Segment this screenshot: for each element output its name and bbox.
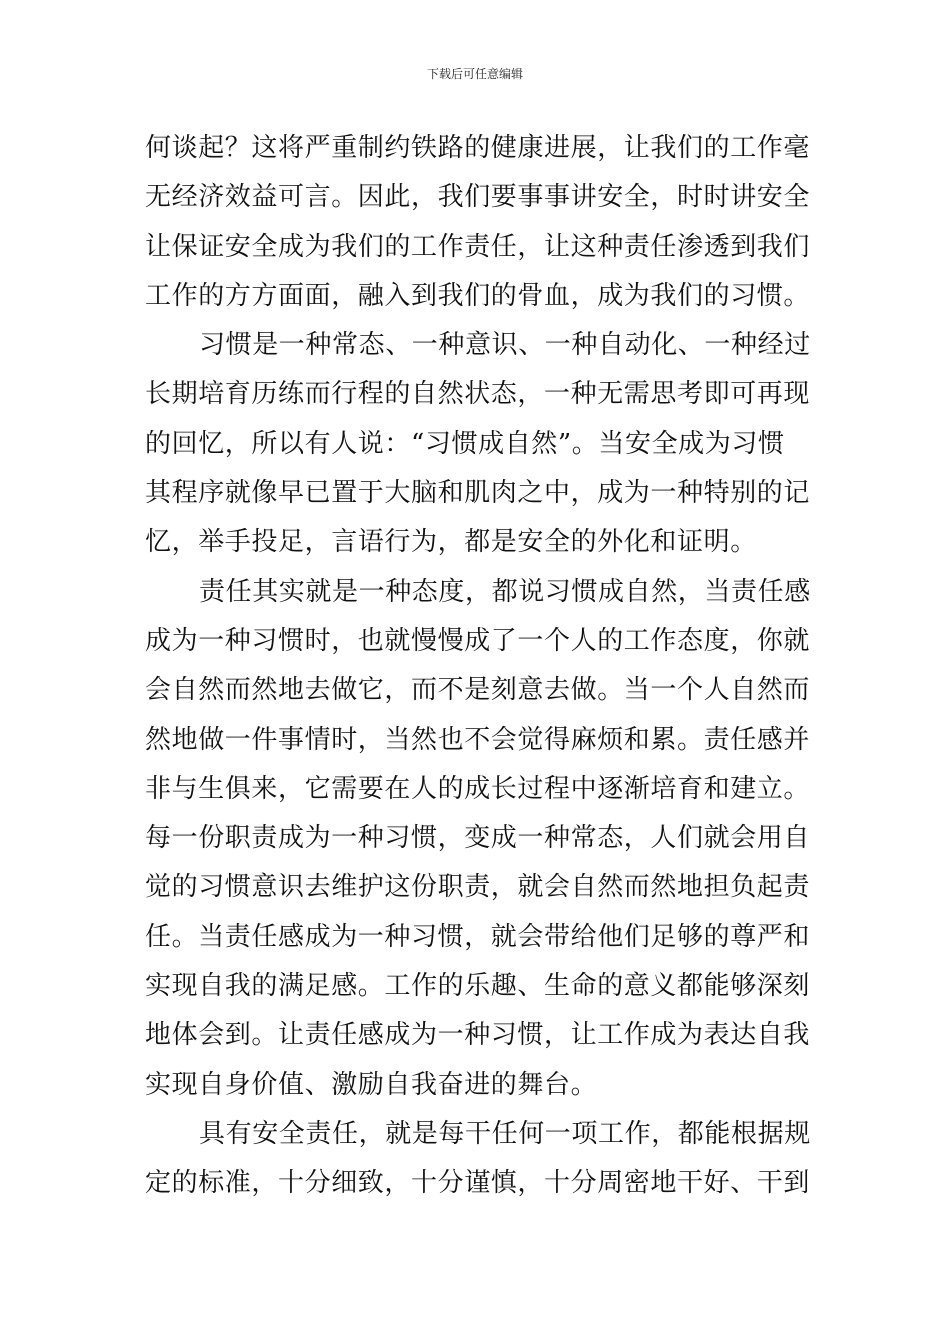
text-line: 地体会到。让责任感成为一种习惯，让工作成为表达自我 — [145, 1020, 811, 1051]
paragraph-first-line: 责任其实就是一种态度，都说习惯成自然，当责任感 — [199, 576, 811, 607]
text-line: 觉的习惯意识去维护这份职责，就会自然而然地担负起责 — [145, 872, 811, 903]
text-line: 忆，举手投足，言语行为，都是安全的外化和证明。 — [145, 527, 757, 558]
text-line: 成为一种习惯时，也就慢慢成了一个人的工作态度，你就 — [145, 625, 811, 656]
text-line: 会自然而然地去做它，而不是刻意去做。当一个人自然而 — [145, 675, 811, 706]
text-line: 工作的方方面面，融入到我们的骨血，成为我们的习惯。 — [145, 280, 811, 311]
text-line: 实现自身价值、激励自我奋进的舞台。 — [145, 1069, 598, 1100]
paragraph-first-line: 习惯是一种常态、一种意识、一种自动化、一种经过 — [199, 330, 811, 361]
text-line: 何谈起？这将严重制约铁路的健康进展，让我们的工作毫 — [145, 133, 811, 163]
text-line: 然地做一件事情时，当然也不会觉得麻烦和累。责任感并 — [145, 724, 811, 755]
text-line: 任。当责任感成为一种习惯，就会带给他们足够的尊严和 — [145, 921, 811, 952]
text-line: 实现自我的满足感。工作的乐趣、生命的意义都能够深刻 — [145, 971, 811, 1002]
text-line: 长期培育历练而行程的自然状态，一种无需思考即可再现 — [145, 379, 811, 410]
paragraph-first-line: 具有安全责任，就是每干任何一项工作，都能根据规 — [199, 1118, 811, 1149]
text-line: 无经济效益可言。因此，我们要事事讲安全，时时讲安全 — [145, 182, 811, 213]
text-line: 让保证安全成为我们的工作责任，让这种责任渗透到我们 — [145, 231, 811, 262]
text-line: 非与生俱来，它需要在人的成长过程中逐渐培育和建立。 — [145, 773, 811, 804]
text-line: 定的标准，十分细致，十分谨慎，十分周密地干好、干到 — [145, 1168, 811, 1199]
text-line: 其程序就像早已置于大脑和肌肉之中，成为一种特别的记 — [145, 478, 811, 509]
document-body — [145, 124, 815, 1209]
page-header: 下载后可任意编辑 — [426, 67, 523, 81]
text-line: 每一份职责成为一种习惯，变成一种常态，人们就会用自 — [145, 823, 811, 854]
text-line: 的回忆，所以有人说：“习惯成自然”。当安全成为习惯 — [145, 428, 785, 459]
